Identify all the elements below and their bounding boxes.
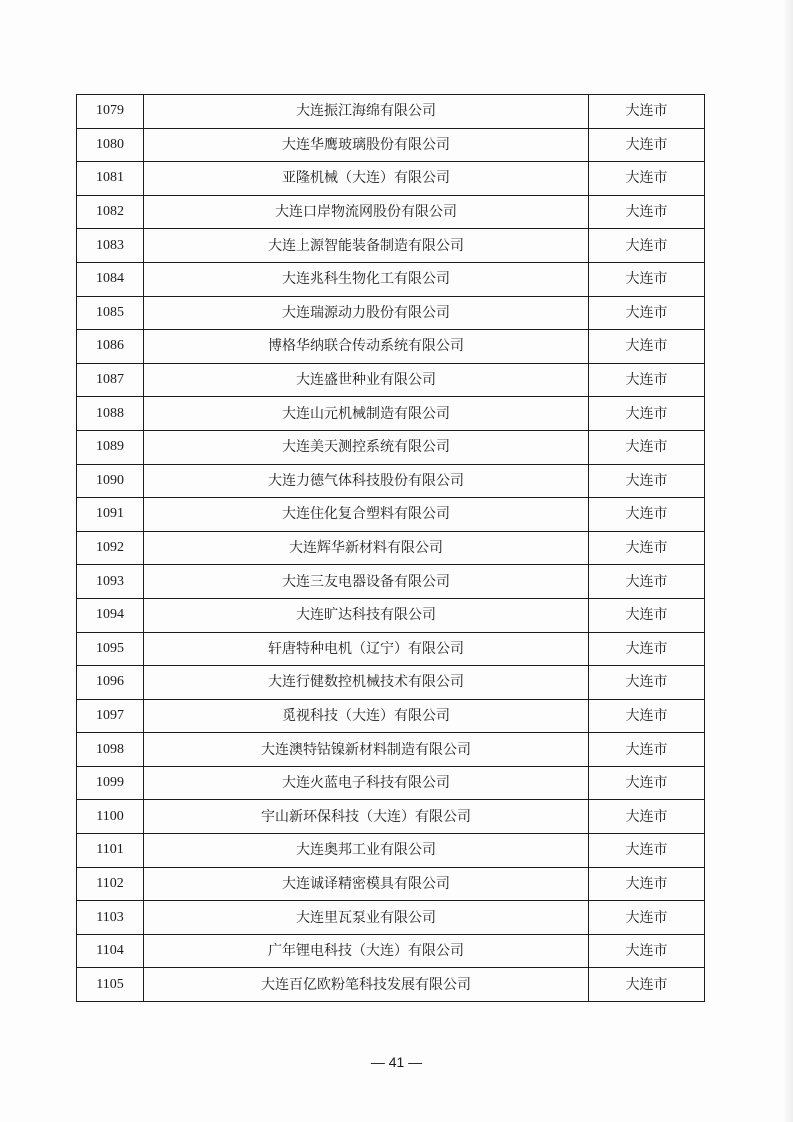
row-number-cell: 1093 bbox=[77, 565, 144, 599]
table-row bbox=[77, 498, 705, 532]
row-number-cell: 1100 bbox=[77, 800, 144, 834]
row-number-cell: 1101 bbox=[77, 834, 144, 868]
table-row bbox=[77, 95, 705, 129]
city-cell: 大连市 bbox=[589, 397, 705, 431]
company-name-cell: 大连口岸物流网股份有限公司 bbox=[144, 195, 589, 229]
city-cell: 大连市 bbox=[589, 901, 705, 935]
page-edge-shadow bbox=[783, 0, 793, 1122]
table-row bbox=[77, 699, 705, 733]
table-row bbox=[77, 834, 705, 868]
city-cell: 大连市 bbox=[589, 128, 705, 162]
company-name-cell: 大连奥邦工业有限公司 bbox=[144, 834, 589, 868]
row-number-cell: 1097 bbox=[77, 699, 144, 733]
row-number-cell: 1094 bbox=[77, 598, 144, 632]
table-row bbox=[77, 565, 705, 599]
city-cell: 大连市 bbox=[589, 632, 705, 666]
table-row bbox=[77, 598, 705, 632]
company-name-cell: 大连诚译精密模具有限公司 bbox=[144, 867, 589, 901]
city-cell: 大连市 bbox=[589, 666, 705, 700]
company-name-cell: 亚隆机械（大连）有限公司 bbox=[144, 162, 589, 196]
city-cell: 大连市 bbox=[589, 834, 705, 868]
table-row bbox=[77, 934, 705, 968]
company-name-cell: 大连火蓝电子科技有限公司 bbox=[144, 766, 589, 800]
row-number-cell: 1089 bbox=[77, 430, 144, 464]
company-name-cell: 大连美天测控系统有限公司 bbox=[144, 430, 589, 464]
table-row bbox=[77, 162, 705, 196]
city-cell: 大连市 bbox=[589, 430, 705, 464]
company-name-cell: 大连盛世种业有限公司 bbox=[144, 363, 589, 397]
city-cell: 大连市 bbox=[589, 867, 705, 901]
company-name-cell: 大连力德气体科技股份有限公司 bbox=[144, 464, 589, 498]
row-number-cell: 1083 bbox=[77, 229, 144, 263]
city-cell: 大连市 bbox=[589, 766, 705, 800]
row-number-cell: 1082 bbox=[77, 195, 144, 229]
city-cell: 大连市 bbox=[589, 968, 705, 1002]
company-name-cell: 大连行健数控机械技术有限公司 bbox=[144, 666, 589, 700]
table-row bbox=[77, 901, 705, 935]
company-name-cell: 大连澳特钴镍新材料制造有限公司 bbox=[144, 733, 589, 767]
company-name-cell: 大连旷达科技有限公司 bbox=[144, 598, 589, 632]
row-number-cell: 1099 bbox=[77, 766, 144, 800]
table-body bbox=[77, 95, 705, 1002]
company-name-cell: 大连三友电器设备有限公司 bbox=[144, 565, 589, 599]
company-name-cell: 大连里瓦泵业有限公司 bbox=[144, 901, 589, 935]
row-number-cell: 1104 bbox=[77, 934, 144, 968]
table-row bbox=[77, 296, 705, 330]
city-cell: 大连市 bbox=[589, 296, 705, 330]
company-name-cell: 觅视科技（大连）有限公司 bbox=[144, 699, 589, 733]
row-number-cell: 1090 bbox=[77, 464, 144, 498]
company-name-cell: 大连上源智能装备制造有限公司 bbox=[144, 229, 589, 263]
row-number-cell: 1095 bbox=[77, 632, 144, 666]
table-row bbox=[77, 968, 705, 1002]
city-cell: 大连市 bbox=[589, 598, 705, 632]
row-number-cell: 1102 bbox=[77, 867, 144, 901]
table-row bbox=[77, 632, 705, 666]
row-number-cell: 1098 bbox=[77, 733, 144, 767]
city-cell: 大连市 bbox=[589, 733, 705, 767]
city-cell: 大连市 bbox=[589, 565, 705, 599]
row-number-cell: 1081 bbox=[77, 162, 144, 196]
city-cell: 大连市 bbox=[589, 699, 705, 733]
row-number-cell: 1092 bbox=[77, 531, 144, 565]
table-row bbox=[77, 800, 705, 834]
table-row bbox=[77, 195, 705, 229]
row-number-cell: 1084 bbox=[77, 262, 144, 296]
row-number-cell: 1105 bbox=[77, 968, 144, 1002]
company-name-cell: 大连山元机械制造有限公司 bbox=[144, 397, 589, 431]
table-row bbox=[77, 128, 705, 162]
row-number-cell: 1079 bbox=[77, 95, 144, 129]
company-name-cell: 大连华鹰玻璃股份有限公司 bbox=[144, 128, 589, 162]
table-row bbox=[77, 733, 705, 767]
table-row bbox=[77, 666, 705, 700]
row-number-cell: 1086 bbox=[77, 330, 144, 364]
company-name-cell: 大连兆科生物化工有限公司 bbox=[144, 262, 589, 296]
table-row bbox=[77, 464, 705, 498]
company-name-cell: 广年锂电科技（大连）有限公司 bbox=[144, 934, 589, 968]
city-cell: 大连市 bbox=[589, 195, 705, 229]
table-row bbox=[77, 531, 705, 565]
city-cell: 大连市 bbox=[589, 464, 705, 498]
company-name-cell: 轩唐特种电机（辽宁）有限公司 bbox=[144, 632, 589, 666]
company-name-cell: 大连百亿欧粉笔科技发展有限公司 bbox=[144, 968, 589, 1002]
table-row bbox=[77, 430, 705, 464]
table-row bbox=[77, 397, 705, 431]
city-cell: 大连市 bbox=[589, 162, 705, 196]
row-number-cell: 1087 bbox=[77, 363, 144, 397]
company-name-cell: 大连住化复合塑料有限公司 bbox=[144, 498, 589, 532]
company-name-cell: 大连瑞源动力股份有限公司 bbox=[144, 296, 589, 330]
row-number-cell: 1088 bbox=[77, 397, 144, 431]
row-number-cell: 1085 bbox=[77, 296, 144, 330]
city-cell: 大连市 bbox=[589, 95, 705, 129]
city-cell: 大连市 bbox=[589, 262, 705, 296]
table-row bbox=[77, 330, 705, 364]
city-cell: 大连市 bbox=[589, 934, 705, 968]
table-row bbox=[77, 766, 705, 800]
city-cell: 大连市 bbox=[589, 229, 705, 263]
row-number-cell: 1080 bbox=[77, 128, 144, 162]
table-row bbox=[77, 229, 705, 263]
table-row bbox=[77, 363, 705, 397]
city-cell: 大连市 bbox=[589, 498, 705, 532]
city-cell: 大连市 bbox=[589, 531, 705, 565]
company-name-cell: 大连辉华新材料有限公司 bbox=[144, 531, 589, 565]
enterprise-list-table bbox=[76, 94, 705, 1002]
table-row bbox=[77, 262, 705, 296]
city-cell: 大连市 bbox=[589, 800, 705, 834]
company-name-cell: 博格华纳联合传动系统有限公司 bbox=[144, 330, 589, 364]
table-row bbox=[77, 867, 705, 901]
company-name-cell: 大连振江海绵有限公司 bbox=[144, 95, 589, 129]
row-number-cell: 1096 bbox=[77, 666, 144, 700]
row-number-cell: 1103 bbox=[77, 901, 144, 935]
page-number: — 41 — bbox=[370, 1054, 423, 1070]
row-number-cell: 1091 bbox=[77, 498, 144, 532]
city-cell: 大连市 bbox=[589, 330, 705, 364]
company-name-cell: 宇山新环保科技（大连）有限公司 bbox=[144, 800, 589, 834]
city-cell: 大连市 bbox=[589, 363, 705, 397]
